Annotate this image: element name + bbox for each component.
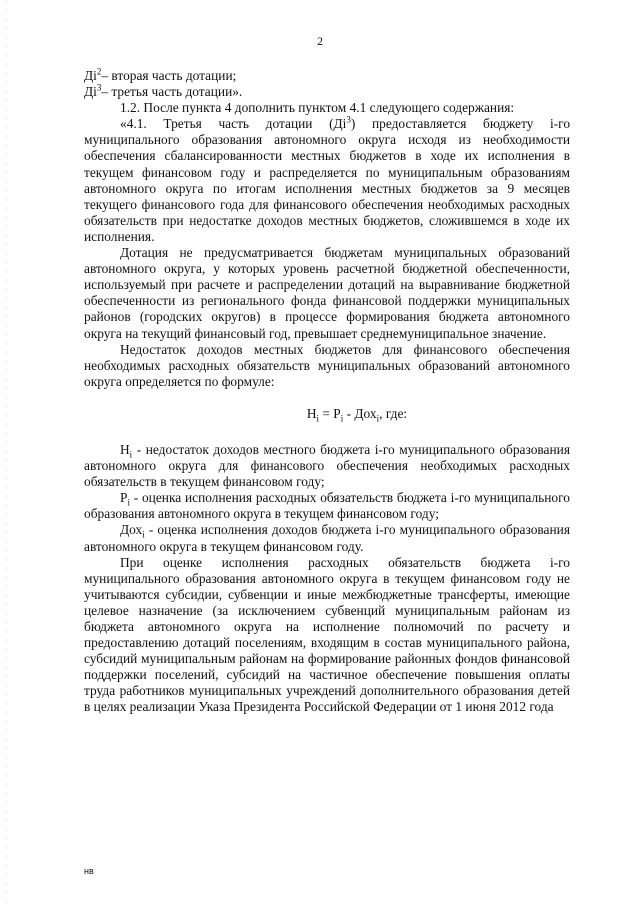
definition-d2-text: – вторая часть дотации;: [101, 68, 237, 83]
definition-d3-sup: 3: [96, 82, 102, 93]
scan-edge-artifact: [6, 0, 7, 905]
definition-dox-text: - оценка исполнения доходов бюджета i-го муниципального образования автономного округа в текущем финансовом году.: [84, 522, 570, 554]
paragraph-1-2: 1.2. После пункта 4 дополнить пунктом 4.1 следующего содержания:: [120, 100, 515, 116]
formula-minus: -: [343, 405, 355, 421]
definition-d3-text: – третья часть дотации».: [101, 84, 243, 100]
definition-d2-symbol: Дi: [84, 68, 97, 83]
formula-h-sub: i: [316, 413, 320, 424]
paragraph-evaluation: При оценке исполнения расходных обязательств бюджета i-го муниципального образования автономного округа в текущем финансовом году не учитываются субсидии, субвенции и иные межбюджетные трансферты, имеющие целевое назначение (за исключением субвенций муниципальным районам из бюджета автономного округа на исполнение полномочий по расчету и предоставлению дотаций поселениям, входящим в состав муниципального района, субсидий муниципальным районам на формирование районных фондов финансовой поддержки поселений, субсидий на частичное обеспечение повышения оплаты труда работников муниципальных учреждений дополнительного образования детей в целях реализации Указа Президента Российской Федерации от 1 июня 2012 года: [84, 554, 570, 715]
definition-dox-sub: i: [142, 530, 145, 541]
formula: [84, 406, 570, 422]
definition-h-sub: i: [129, 449, 133, 460]
page-number: 2: [317, 34, 323, 48]
paragraph-4-1-start: «4.1. Третья часть дотации (Дi: [120, 116, 347, 132]
definition-h-symbol: Н: [120, 441, 130, 457]
footer-mark: нв: [84, 866, 94, 876]
definition-dox: [84, 522, 570, 554]
paragraph-4-1-rest: ) предоставляется бюджету i-го муниципального образования автономного округа исходя из необходимости обеспечения сбалансированности местных бюджетов в ходе их исполнения в текущем финансовом году и распределяется по муниципальным образованиям автономного округа по итогам исполнения местных бюджетов за 9 месяцев текущего финансового года для финансового обеспечения необходимых расходных обязательств при недостатке доходов местных бюджетов, сложившемся в ходе их исполнения.: [84, 116, 571, 244]
formula-p: Р: [333, 405, 341, 421]
formula-h: Н: [306, 405, 317, 421]
formula-dox: Дох: [354, 405, 377, 421]
definition-d2: [84, 68, 570, 84]
definition-d3: [84, 84, 570, 100]
formula-tail: , где:: [379, 405, 408, 421]
paragraph-dotation: Дотация не предусматривается бюджетам муниципальных образований автономного округа, у которых уровень расчетной бюджетной обеспеченности, используемый при расчете и распределении дотаций на выравнивание бюджетной обеспеченности из регионального фонда финансовой поддержки муниципальных районов (городских округов) в процессе формирования бюджета автономного округа на текущий финансовый год, превышает среднемуниципальное значение.: [84, 245, 570, 341]
definition-h: [84, 442, 570, 490]
formula-p-sub: i: [340, 413, 344, 424]
paragraph-shortage: Недостаток доходов местных бюджетов для финансового обеспечения необходимых расходных обязательств муниципальных образований автономного округа определяется по формуле:: [84, 341, 570, 389]
definition-d2-sup: 2: [96, 66, 102, 77]
definition-p-text: - оценка исполнения расходных обязательств бюджета i-го муниципального образования автономного округа в текущем финансовом году;: [84, 490, 570, 522]
paragraph-4-1-sup: 3: [346, 114, 351, 125]
formula-dox-sub: i: [376, 413, 380, 424]
definition-p: [84, 490, 570, 522]
paragraph-4-1: [84, 116, 570, 245]
definition-dox-symbol: Дох: [120, 522, 143, 538]
formula-equals: =: [319, 405, 334, 421]
document-body: [84, 68, 570, 716]
definition-p-sub: i: [127, 497, 130, 508]
definition-h-text: - недостаток доходов местного бюджета i-го муниципального образования автономного округа для финансового обеспечения необходимых расходных обязательств в текущем финансовом году;: [84, 441, 570, 490]
definition-d3-symbol: Дi: [84, 84, 97, 100]
definition-p-symbol: Р: [120, 490, 128, 506]
